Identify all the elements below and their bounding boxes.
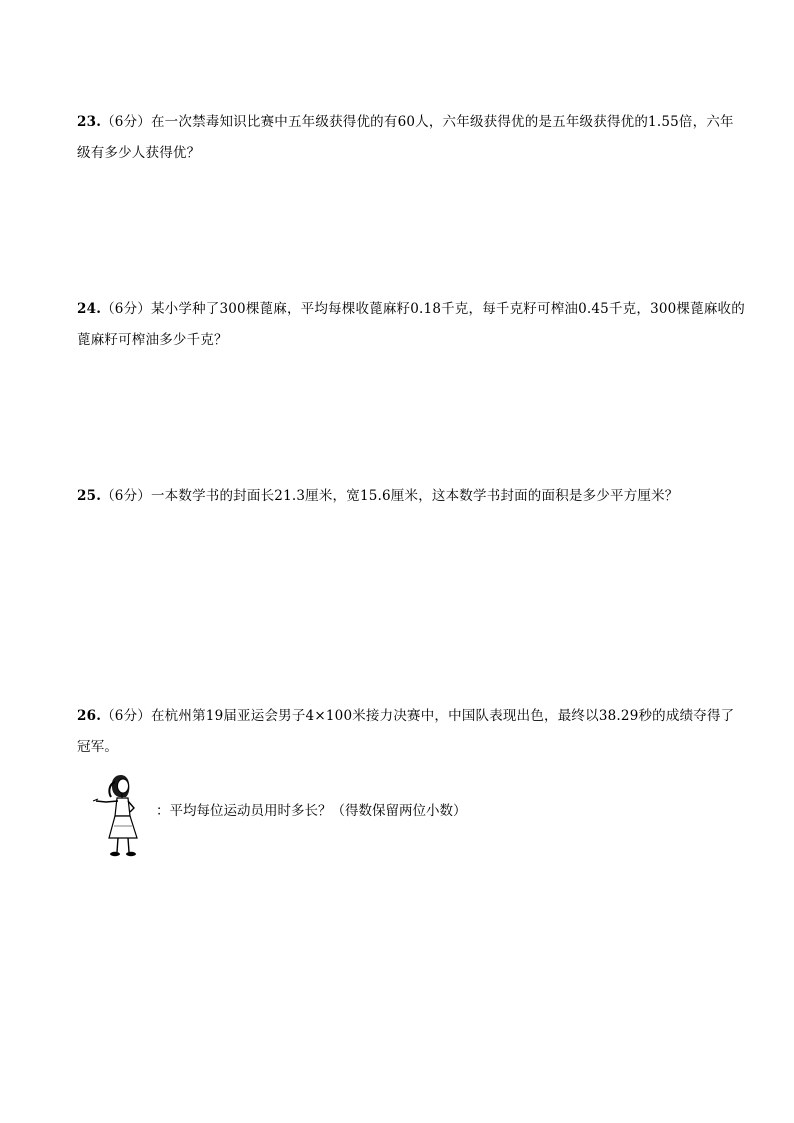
question-number-dot: . — [96, 708, 102, 724]
question-24 — [77, 294, 747, 356]
figure-prompt: ：平均每位运动员用时多长？（得数保留两位小数） — [156, 803, 467, 819]
question-number: 23 — [77, 114, 97, 130]
question-25 — [77, 481, 747, 512]
question-text: 在杭州第19届亚运会男子4×100米接力决赛中，中国队表现出色，最终以38.29秒的成绩夺得了冠军。 — [77, 708, 735, 755]
question-text: 某小学种了300棵蓖麻，平均每棵收蓖麻籽0.18千克，每千克籽可榨油0.45千克，300棵蓖麻收的蓖麻籽可榨油多少千克？ — [77, 301, 745, 348]
girl-illustration-icon — [90, 770, 160, 860]
question-points: （6分） — [101, 114, 151, 130]
question-26 — [77, 701, 747, 763]
question-number: 24 — [77, 301, 97, 317]
question-points: （6分） — [101, 301, 151, 317]
question-points: （6分） — [101, 488, 151, 504]
question-26-figure — [90, 770, 690, 860]
question-text: 在一次禁毒知识比赛中五年级获得优的有60人，六年级获得优的是五年级获得优的1.55倍，六年级有多少人获得优？ — [77, 114, 734, 161]
question-23 — [77, 107, 747, 169]
question-number: 25 — [77, 488, 97, 504]
question-number-dot: . — [96, 488, 102, 504]
question-number: 26 — [77, 708, 97, 724]
question-points: （6分） — [101, 708, 151, 724]
question-number-dot: . — [96, 301, 102, 317]
question-text: 一本数学书的封面长21.3厘米，宽15.6厘米，这本数学书封面的面积是多少平方厘米？ — [150, 488, 679, 504]
question-number-dot: . — [96, 114, 102, 130]
